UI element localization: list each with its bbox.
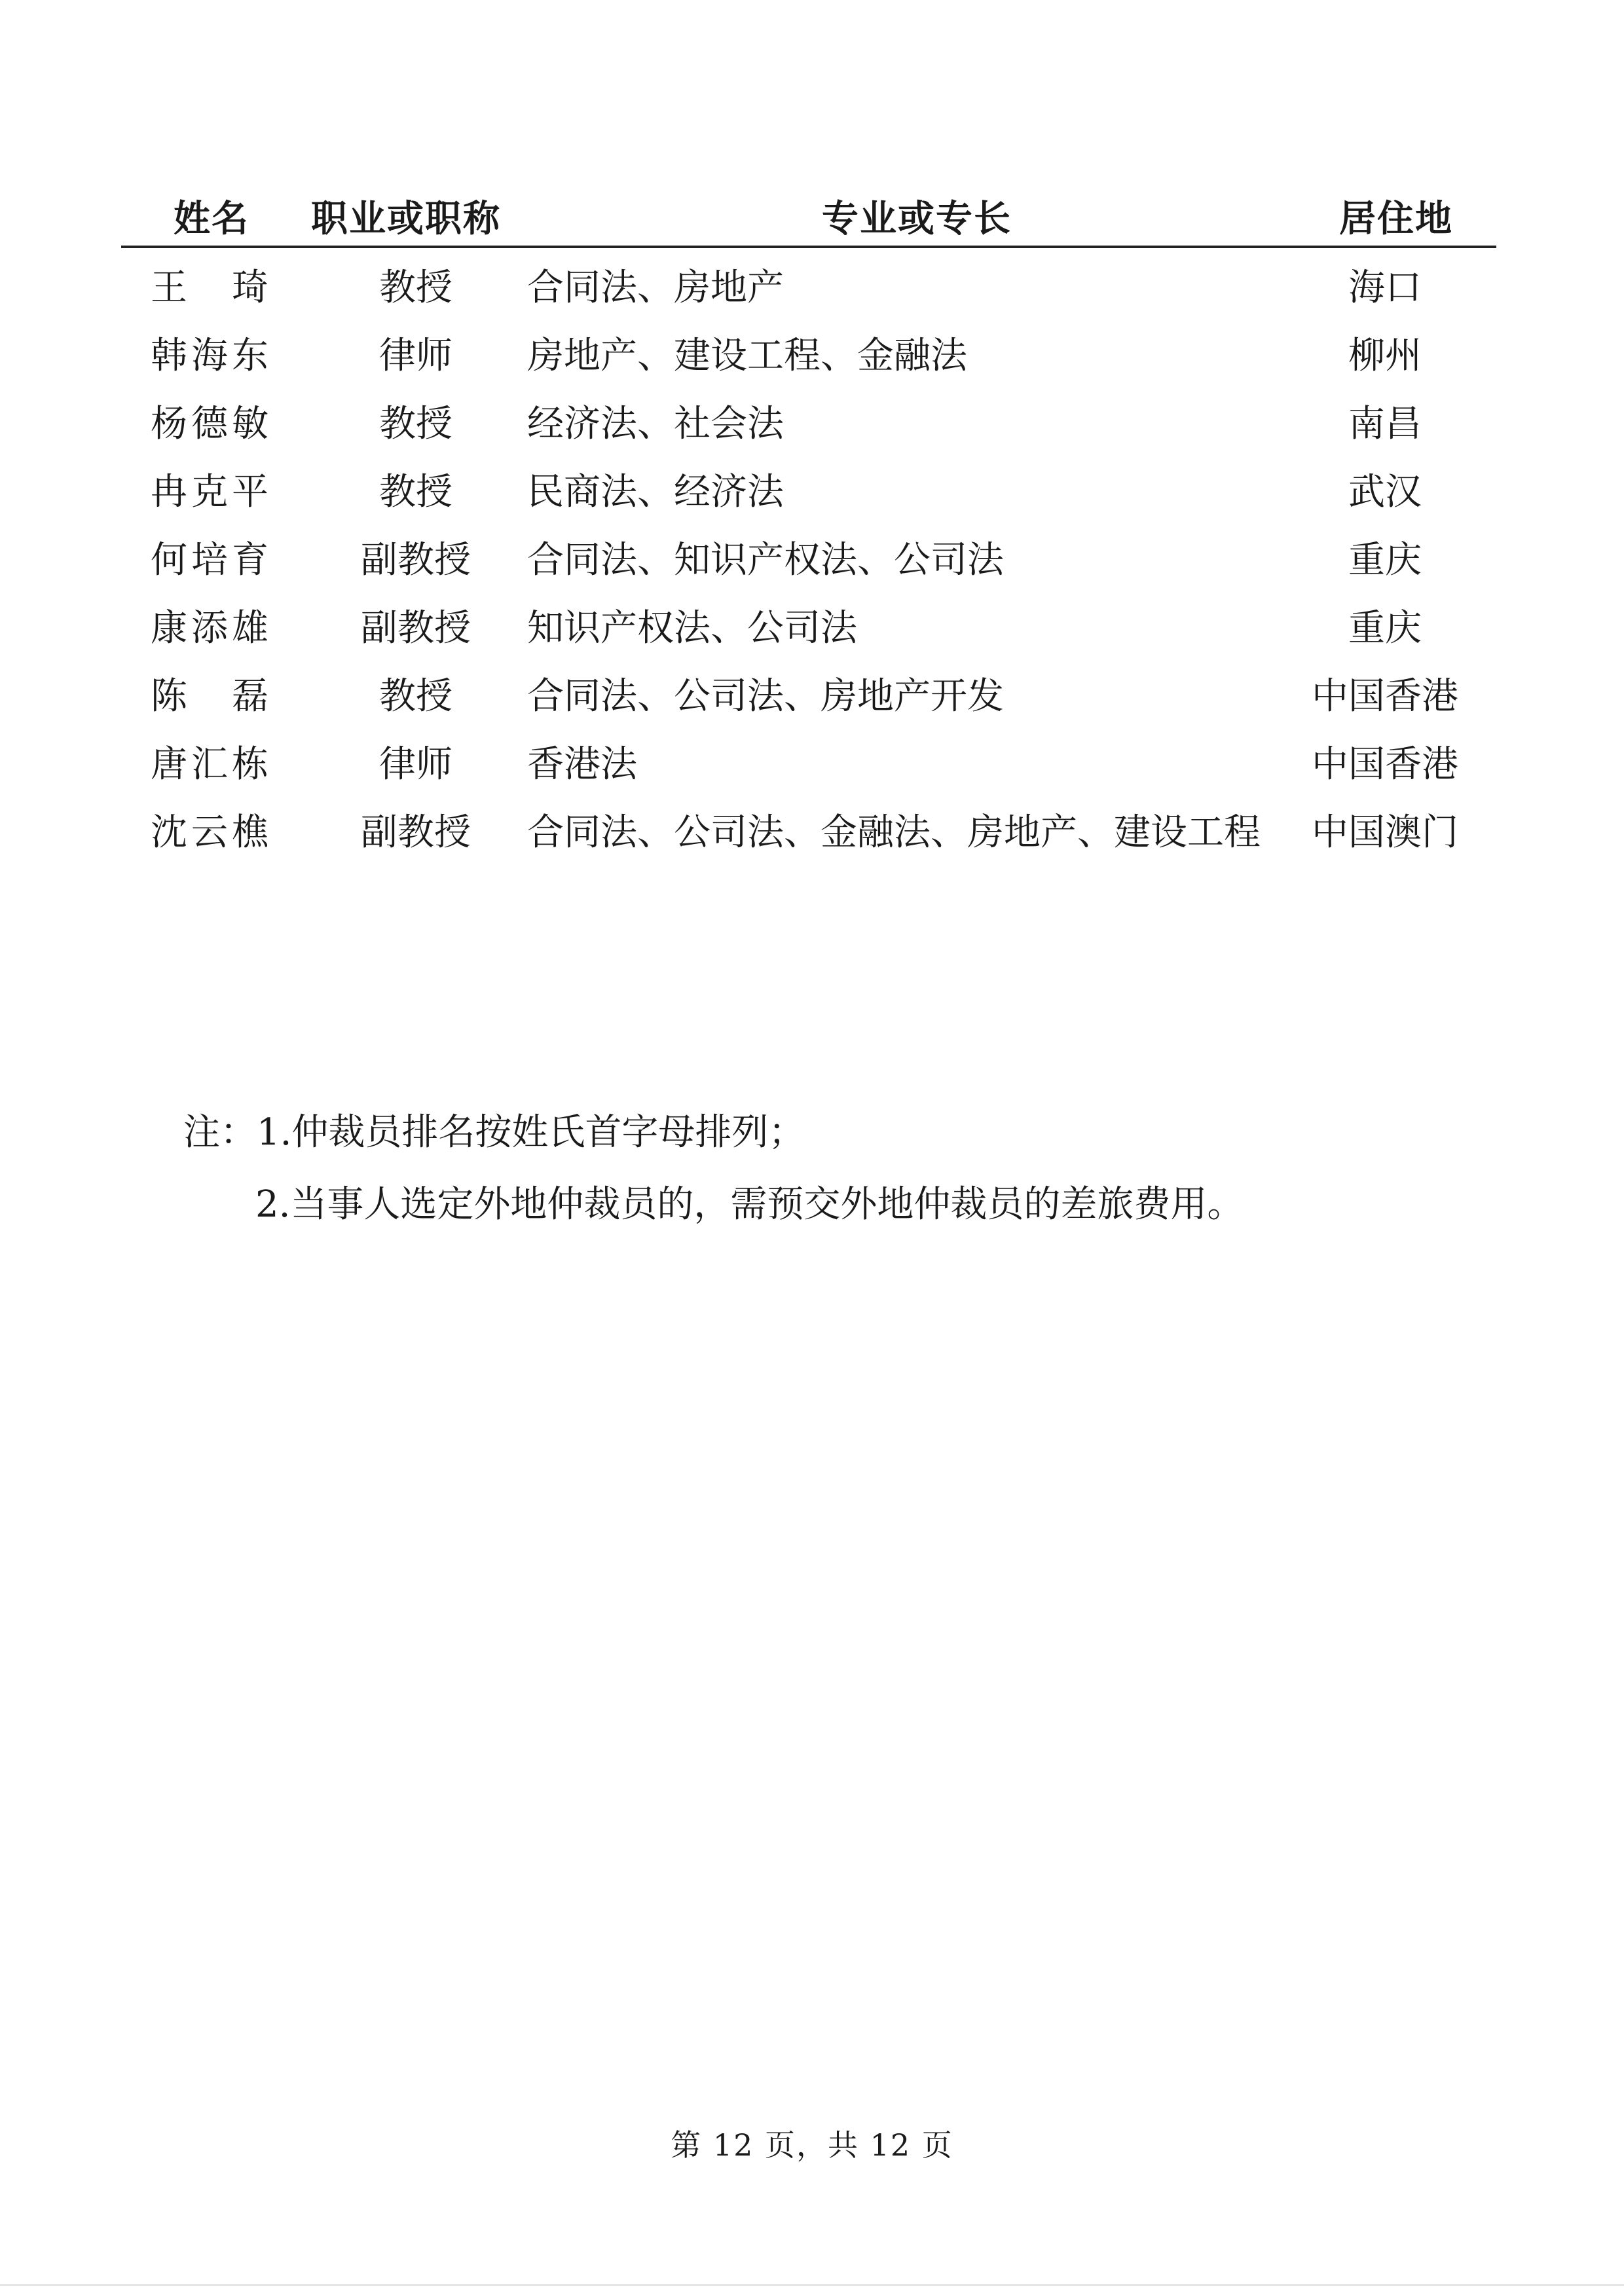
cell-specialty: 香港法 (527, 743, 637, 786)
cell-title: 教授 (379, 266, 452, 309)
cell-title: 副教授 (361, 539, 471, 581)
cell-title: 律师 (379, 335, 452, 377)
note-line-2: 2.当事人选定外地仲裁员的，需预交外地仲裁员的差旅费用。 (255, 1183, 1244, 1226)
cell-residence: 海口 (1348, 266, 1422, 309)
cell-title: 教授 (379, 675, 452, 718)
cell-residence: 柳州 (1348, 335, 1422, 377)
cell-specialty: 合同法、房地产 (527, 266, 784, 309)
header-residence: 居住地 (1339, 198, 1453, 240)
header-name: 姓名 (174, 198, 249, 240)
cell-specialty: 合同法、公司法、房地产开发 (527, 675, 1004, 718)
table-row (121, 803, 1496, 872)
cell-residence: 武汉 (1348, 471, 1422, 513)
cell-specialty: 民商法、经济法 (527, 471, 784, 513)
table-row (121, 667, 1496, 735)
cell-residence: 重庆 (1348, 539, 1422, 581)
note-line-1: 注：1.仲裁员排名按姓氏首字母排列； (183, 1111, 805, 1154)
table-row (121, 735, 1496, 803)
cell-title: 副教授 (361, 811, 471, 854)
table-row (121, 531, 1496, 599)
scan-edge-divider (0, 2284, 1624, 2286)
table-row (121, 259, 1496, 327)
cell-specialty: 合同法、知识产权法、公司法 (527, 539, 1004, 581)
cell-specialty: 知识产权法、公司法 (527, 607, 857, 650)
cell-name: 韩海东 (151, 335, 268, 377)
cell-title: 教授 (379, 471, 452, 513)
cell-specialty: 房地产、建设工程、金融法 (527, 335, 967, 377)
cell-title: 教授 (379, 403, 452, 445)
cell-title: 律师 (379, 743, 452, 786)
arbitrator-table-body (121, 259, 1496, 872)
cell-name: 康添雄 (151, 607, 268, 650)
cell-residence: 中国香港 (1312, 743, 1458, 786)
cell-name: 何培育 (151, 539, 268, 581)
notes-section (183, 1097, 1244, 1241)
table-row (121, 599, 1496, 667)
table-header (121, 190, 1496, 242)
table-row (121, 327, 1496, 395)
cell-title: 副教授 (361, 607, 471, 650)
header-divider (121, 246, 1496, 248)
cell-name: 沈云樵 (151, 811, 268, 854)
cell-name: 陈磊 (151, 675, 268, 718)
cell-name: 唐汇栋 (151, 743, 268, 786)
cell-residence: 重庆 (1348, 607, 1422, 650)
table-row (121, 395, 1496, 463)
table-row (121, 463, 1496, 531)
cell-name: 冉克平 (151, 471, 268, 513)
cell-specialty: 经济法、社会法 (527, 403, 784, 445)
header-title: 职业或职称 (311, 198, 501, 240)
cell-residence: 中国澳门 (1312, 811, 1458, 854)
cell-residence: 南昌 (1348, 403, 1422, 445)
header-specialty: 专业或专长 (822, 198, 1012, 240)
page-number: 第 12 页，共 12 页 (671, 2127, 953, 2163)
cell-specialty: 合同法、公司法、金融法、房地产、建设工程 (527, 811, 1261, 854)
cell-name: 杨德敏 (151, 403, 268, 445)
cell-name: 王琦 (151, 266, 268, 309)
cell-residence: 中国香港 (1312, 675, 1458, 718)
